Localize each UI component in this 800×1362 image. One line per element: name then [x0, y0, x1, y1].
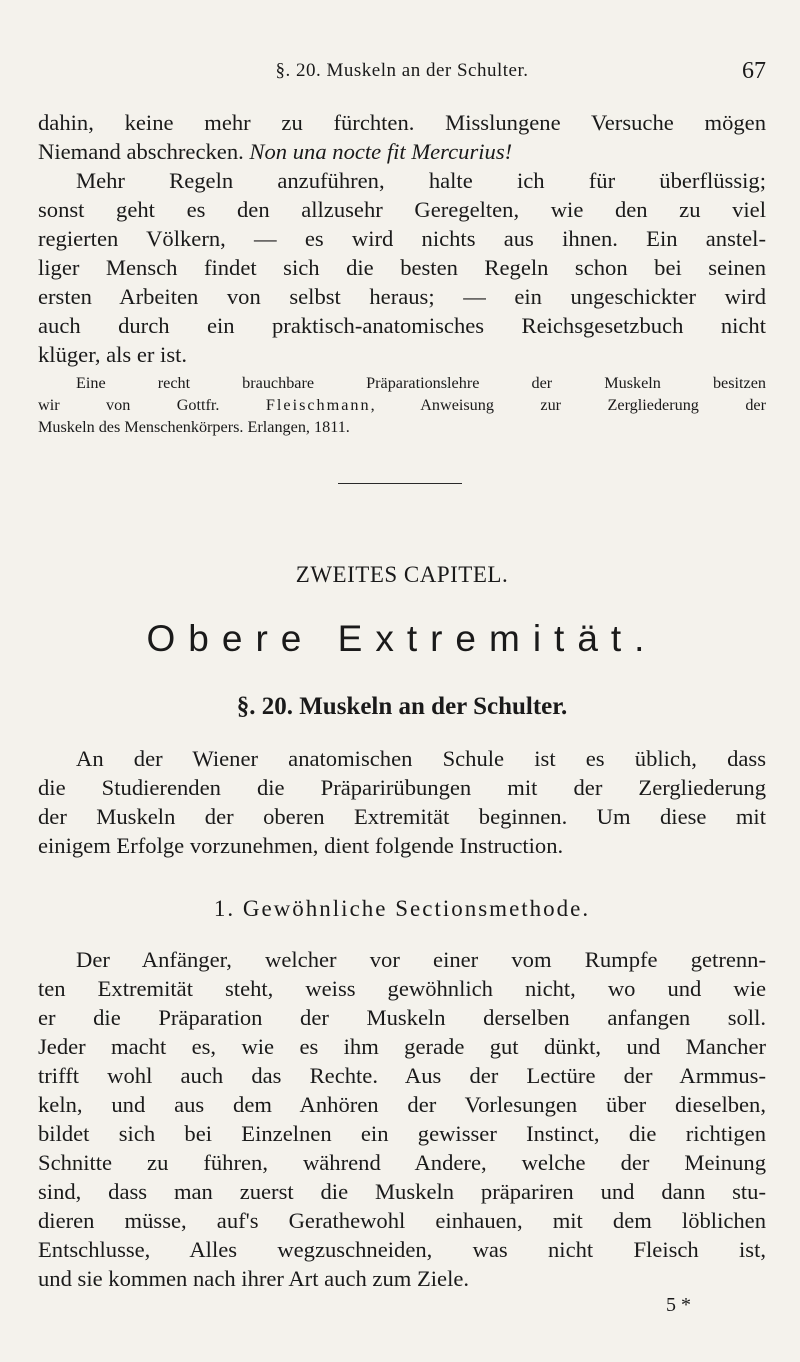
running-head-title: §. 20. Muskeln an der Schulter. [275, 60, 529, 81]
text-line: der Muskeln der oberen Extremität beginnen. Um diese mit [38, 804, 766, 829]
note-line: Muskeln des Menschenkörpers. Erlangen, 1811. [38, 418, 350, 436]
text-line: auch durch ein praktisch-anatomisches Reichsgesetzbuch nicht [38, 313, 766, 338]
text-line: einigem Erfolge vorzunehmen, dient folgende Instruction. [38, 833, 564, 858]
paragraph-1 [38, 108, 766, 166]
author-name: Fleischmann [265, 396, 371, 414]
text-line: Mehr Regeln anzuführen, halte ich für überflüssig; [76, 168, 766, 193]
paragraph-2 [38, 166, 766, 369]
method-subheading: 1. Gewöhnliche Sectionsmethode. [213, 896, 591, 921]
book-page [38, 0, 766, 1362]
text-line: dieren müsse, auf's Gerathewohl einhauen, mit dem löblichen [38, 1208, 766, 1233]
text-line: keln, und aus dem Anhören der Vorlesungen über dieselben, [38, 1092, 766, 1117]
text-line: Schnitte zu führen, während Andere, welche der Meinung [38, 1150, 766, 1175]
text-line: er die Präparation der Muskeln derselben anfangen soll. [38, 1005, 766, 1030]
chapter-heading: ZWEITES CAPITEL. [295, 562, 509, 587]
text-line [38, 137, 766, 166]
paragraph-4 [38, 945, 766, 1293]
page-number: 67 [742, 58, 766, 84]
text-line: An der Wiener anatomischen Schule ist es üblich, dass [76, 746, 766, 771]
latin-quote: Non una nocte fit Mercurius! [249, 139, 513, 164]
text-line: die Studierenden die Präparirübungen mit der Zergliederung [38, 775, 766, 800]
separator-rule [338, 483, 462, 484]
bibliographic-note [38, 372, 766, 438]
text-line: und sie kommen nach ihrer Art auch zum Ziele. [38, 1266, 470, 1291]
text-line: regierten Völkern, — es wird nichts aus ihnen. Ein anstel- [38, 226, 766, 251]
text-line: trifft wohl auch das Rechte. Aus der Lectüre der Armmus- [38, 1063, 766, 1088]
text-line: ten Extremität steht, weiss gewöhnlich nicht, wo und wie [38, 976, 766, 1001]
paragraph-heading: §. 20. Muskeln an der Schulter. [236, 693, 568, 720]
running-head [38, 58, 766, 88]
text-line: Jeder macht es, wie es ihm gerade gut dünkt, und Mancher [38, 1034, 766, 1059]
text-fragment: Niemand abschrecken. [38, 139, 250, 164]
text-line: Entschlusse, Alles wegzuschneiden, was nicht Fleisch ist, [38, 1237, 766, 1262]
text-line: Der Anfänger, welcher vor einer vom Rumpfe getrenn- [76, 947, 766, 972]
text-line: ersten Arbeiten von selbst heraus; — ein ungeschickter wird [38, 284, 766, 309]
note-line: Eine recht brauchbare Präparationslehre der Muskeln besitzen [76, 374, 766, 392]
note-line [38, 394, 766, 416]
note-fragment: wir von Gottfr. [38, 396, 266, 414]
text-line: liger Mensch findet sich die besten Regeln schon bei seinen [38, 255, 766, 280]
text-line: klüger, als er ist. [38, 342, 188, 367]
text-line: sind, dass man zuerst die Muskeln präpariren und dann stu- [38, 1179, 766, 1204]
text-line: dahin, keine mehr zu fürchten. Misslungene Versuche mögen [38, 110, 766, 135]
text-line: bildet sich bei Einzelnen ein gewisser Instinct, die richtigen [38, 1121, 766, 1146]
paragraph-3 [38, 744, 766, 860]
signature-mark: 5 * [666, 1294, 691, 1316]
section-title: Obere Extremität. [146, 618, 658, 659]
note-fragment: , Anweisung zur Zergliederung der [370, 396, 766, 414]
text-line: sonst geht es den allzusehr Geregelten, wie den zu viel [38, 197, 766, 222]
